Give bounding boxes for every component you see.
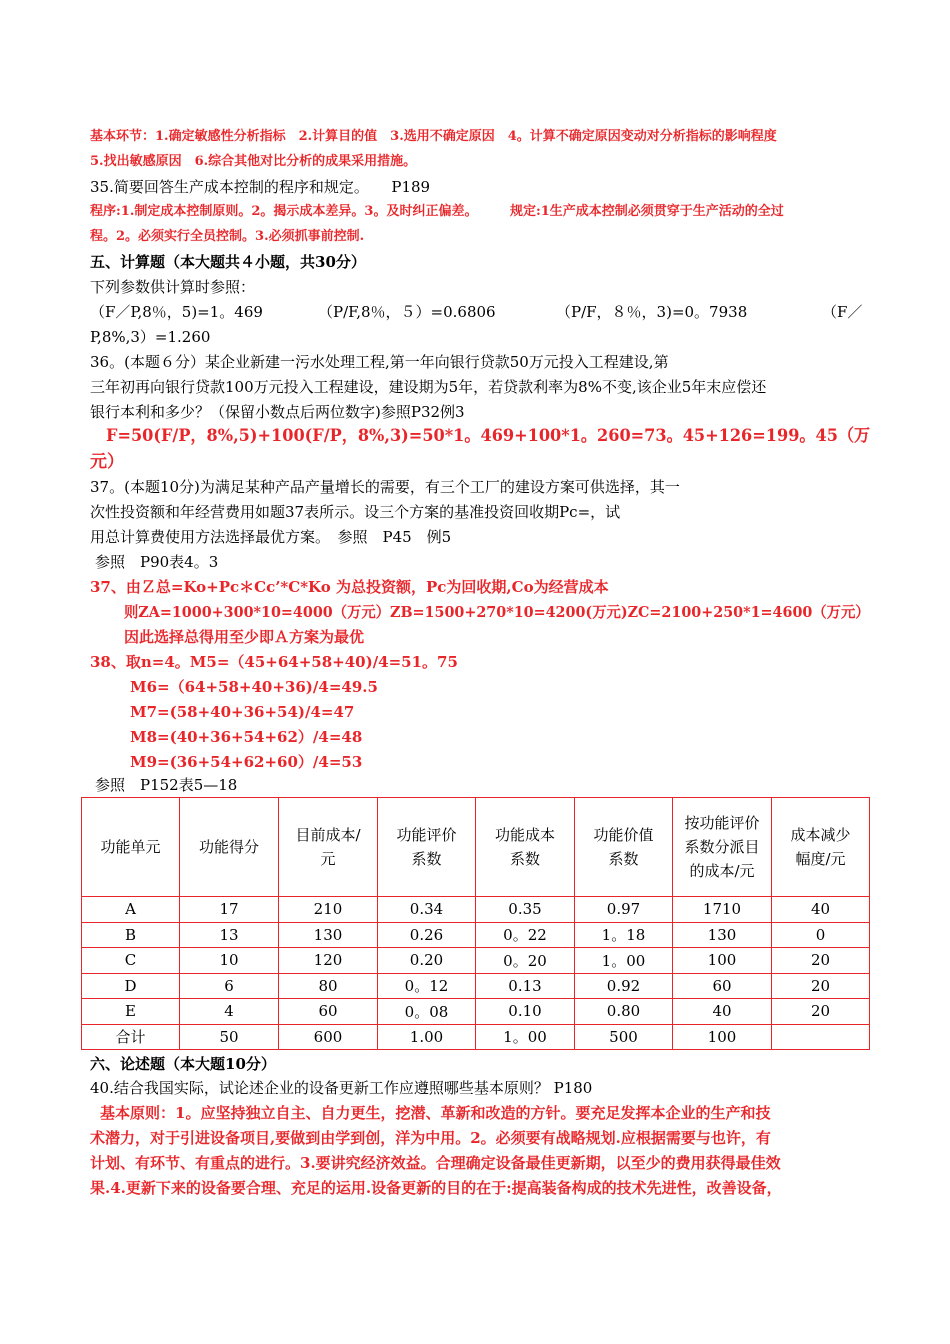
section-five-heading: 五、计算题（本大题共４小题，共30分） <box>90 253 366 271</box>
table-cell: B <box>82 922 180 948</box>
table-cell: 500 <box>575 1024 673 1050</box>
table-row <box>82 973 870 999</box>
table-cell <box>772 1024 870 1050</box>
answer-37-line-2: 则ZA=1000+300*10=4000（万元）ZB=1500+270*10=4200(万元)ZC=2100+250*1=4600（万元） <box>124 603 870 621</box>
answer-38-line-1: 38、取n=4。M5=（45+64+58+40)/4=51。75 <box>90 653 458 671</box>
table-cell: D <box>82 973 180 999</box>
table-cell: 600 <box>279 1024 378 1050</box>
table-reference: 参照 P152表5—18 <box>95 776 238 794</box>
answer-38-line-2: M6=（64+58+40+36)/4=49.5 <box>130 678 378 696</box>
table-header-cell: 目前成本/元 <box>279 798 378 897</box>
param-2: （P/F,8％，５）=0.6806 <box>318 303 496 321</box>
table-cell: 0.35 <box>476 897 575 923</box>
table-cell: 10 <box>180 948 279 974</box>
question-37-line-1: 37。(本题10分)为满足某种产品产量增长的需要，有三个工厂的建设方案可供选择，其一 <box>90 478 680 496</box>
table-header-cell: 功能价值系数 <box>575 798 673 897</box>
table-cell: 1。00 <box>476 1024 575 1050</box>
table-cell: 80 <box>279 973 378 999</box>
function-cost-table <box>81 797 870 1050</box>
question-37-reference: 参照 P90表4。3 <box>95 553 219 571</box>
answer-36-line-2: 元） <box>90 452 124 472</box>
table-cell: 0.26 <box>378 922 476 948</box>
table-cell: 0.97 <box>575 897 673 923</box>
answer-38-line-4: M8=(40+36+54+62）/4=48 <box>130 728 363 746</box>
section-six-heading: 六、论述题（本大题10分） <box>90 1055 276 1073</box>
answer-40-line-2: 术潜力，对于引进设备项目,要做到由学到创，洋为中用。2。必须要有战略规划.应根据需要与也许，有 <box>90 1129 771 1147</box>
table-cell: 210 <box>279 897 378 923</box>
table-cell: 0.34 <box>378 897 476 923</box>
table-cell: 130 <box>279 922 378 948</box>
table-cell: 20 <box>772 973 870 999</box>
table-cell: E <box>82 999 180 1025</box>
table-cell: C <box>82 948 180 974</box>
answer-40-line-3: 计划、有环节、有重点的进行。3.要讲究经济效益。合理确定设备最佳更新期，以至少的费用获得最佳效 <box>90 1154 781 1172</box>
table-header-cell: 功能成本系数 <box>476 798 575 897</box>
answer-35-line-2: 程。2。必须实行全员控制。3.必须抓事前控制. <box>90 229 365 244</box>
table-cell: 20 <box>772 999 870 1025</box>
table-header-cell: 功能评价系数 <box>378 798 476 897</box>
question-36-line-2: 三年初再向银行贷款100万元投入工程建设，建设期为5年，若贷款利率为8%不变,该企业5年末应偿还 <box>90 378 767 396</box>
table-cell: 120 <box>279 948 378 974</box>
table-cell: 6 <box>180 973 279 999</box>
table-cell: 1。00 <box>575 948 673 974</box>
sensitivity-steps-line-1: 基本环节：1.确定敏感性分析指标 2.计算目的值 3.选用不确定原因 4。计算不确定原因变动对分析指标的影响程度 <box>90 129 777 144</box>
table-cell: 0。12 <box>378 973 476 999</box>
table-cell: 1.00 <box>378 1024 476 1050</box>
table-cell: 60 <box>673 973 772 999</box>
answer-38-line-3: M7=(58+40+36+54)/4=47 <box>130 703 355 721</box>
question-37-line-2: 次性投资额和年经营费用如题37表所示。设三个方案的基准投资回收期Pc=，试 <box>90 503 621 521</box>
table-cell: A <box>82 897 180 923</box>
table-cell: 4 <box>180 999 279 1025</box>
table-cell: 0。22 <box>476 922 575 948</box>
table-cell: 0。20 <box>476 948 575 974</box>
question-36-line-3: 银行本利和多少？（保留小数点后两位数字)参照P32例3 <box>90 403 465 421</box>
question-40: 40.结合我国实际，试论述企业的设备更新工作应遵照哪些基本原则？ P180 <box>90 1079 593 1097</box>
parameter-intro: 下列参数供计算时参照： <box>90 278 256 296</box>
table-header-cell: 功能单元 <box>82 798 180 897</box>
answer-37-line-1: 37、由Ｚ总=Ko+Pc＊Cc’*C*Ko 为总投资额，Pc为回收期,Co为经营成本 <box>90 578 609 596</box>
table-cell: 1。18 <box>575 922 673 948</box>
table-header-cell: 成本减少幅度/元 <box>772 798 870 897</box>
question-37-line-3: 用总计算费使用方法选择最优方案。 参照 P45 例5 <box>90 528 452 546</box>
table-cell: 40 <box>772 897 870 923</box>
table-cell: 100 <box>673 1024 772 1050</box>
answer-40-line-4: 果.4.更新下来的设备要合理、充足的运用.设备更新的目的在于:提高装备构成的技术先进性，改善设备， <box>90 1179 782 1197</box>
table-total-row <box>82 1024 870 1050</box>
table-cell: 40 <box>673 999 772 1025</box>
table-row <box>82 897 870 923</box>
table-header-cell: 功能得分 <box>180 798 279 897</box>
answer-38-line-5: M9=(36+54+62+60）/4=53 <box>130 753 363 771</box>
table-cell: 17 <box>180 897 279 923</box>
param-4-cont: P,8%,3）=1.260 <box>90 328 211 346</box>
table-header-row <box>82 798 870 897</box>
table-cell: 0.20 <box>378 948 476 974</box>
table-cell: 0.13 <box>476 973 575 999</box>
table-cell: 100 <box>673 948 772 974</box>
answer-35-line-1: 程序:1.制定成本控制原则。2。揭示成本差异。3。及时纠正偏差。 规定:1生产成本控制必须贯穿于生产活动的全过 <box>90 204 784 219</box>
table-cell: 60 <box>279 999 378 1025</box>
table-cell: 0.92 <box>575 973 673 999</box>
table-cell: 0.10 <box>476 999 575 1025</box>
table-cell: 20 <box>772 948 870 974</box>
answer-37-line-3: 因此选择总得用至少即Ａ方案为最优 <box>124 628 365 646</box>
table-cell: 合计 <box>82 1024 180 1050</box>
param-4: （F／ <box>822 303 863 321</box>
table-cell: 130 <box>673 922 772 948</box>
table-cell: 50 <box>180 1024 279 1050</box>
sensitivity-steps-line-2: 5.找出敏感原因 6.综合其他对比分析的成果采用措施。 <box>90 154 417 169</box>
table-cell: 13 <box>180 922 279 948</box>
answer-36-line-1: F=50(F/P，8%,5)+100(F/P，8%,3)=50*1。469+100*1。260=73。45+126=199。45（万 <box>106 426 871 446</box>
table-header-cell: 按功能评价系数分派目的成本/元 <box>673 798 772 897</box>
param-3: （P/F，８％，3)=0。7938 <box>556 303 748 321</box>
table-cell: 0 <box>772 922 870 948</box>
table-row <box>82 999 870 1025</box>
table-row <box>82 948 870 974</box>
param-1: （F／P,8％，5)=1。469 <box>90 303 263 321</box>
answer-40-line-1: 基本原则：1。应坚持独立自主、自力更生，挖潜、革新和改造的方针。要充足发挥本企业的生产和技 <box>100 1104 771 1122</box>
table-cell: 0。08 <box>378 999 476 1025</box>
table-row <box>82 922 870 948</box>
table-cell: 0.80 <box>575 999 673 1025</box>
table-cell: 1710 <box>673 897 772 923</box>
question-35: 35.简要回答生产成本控制的程序和规定。 P189 <box>90 178 431 196</box>
question-36-line-1: 36。(本题６分）某企业新建一污水处理工程,第一年向银行贷款50万元投入工程建设,第 <box>90 353 669 371</box>
